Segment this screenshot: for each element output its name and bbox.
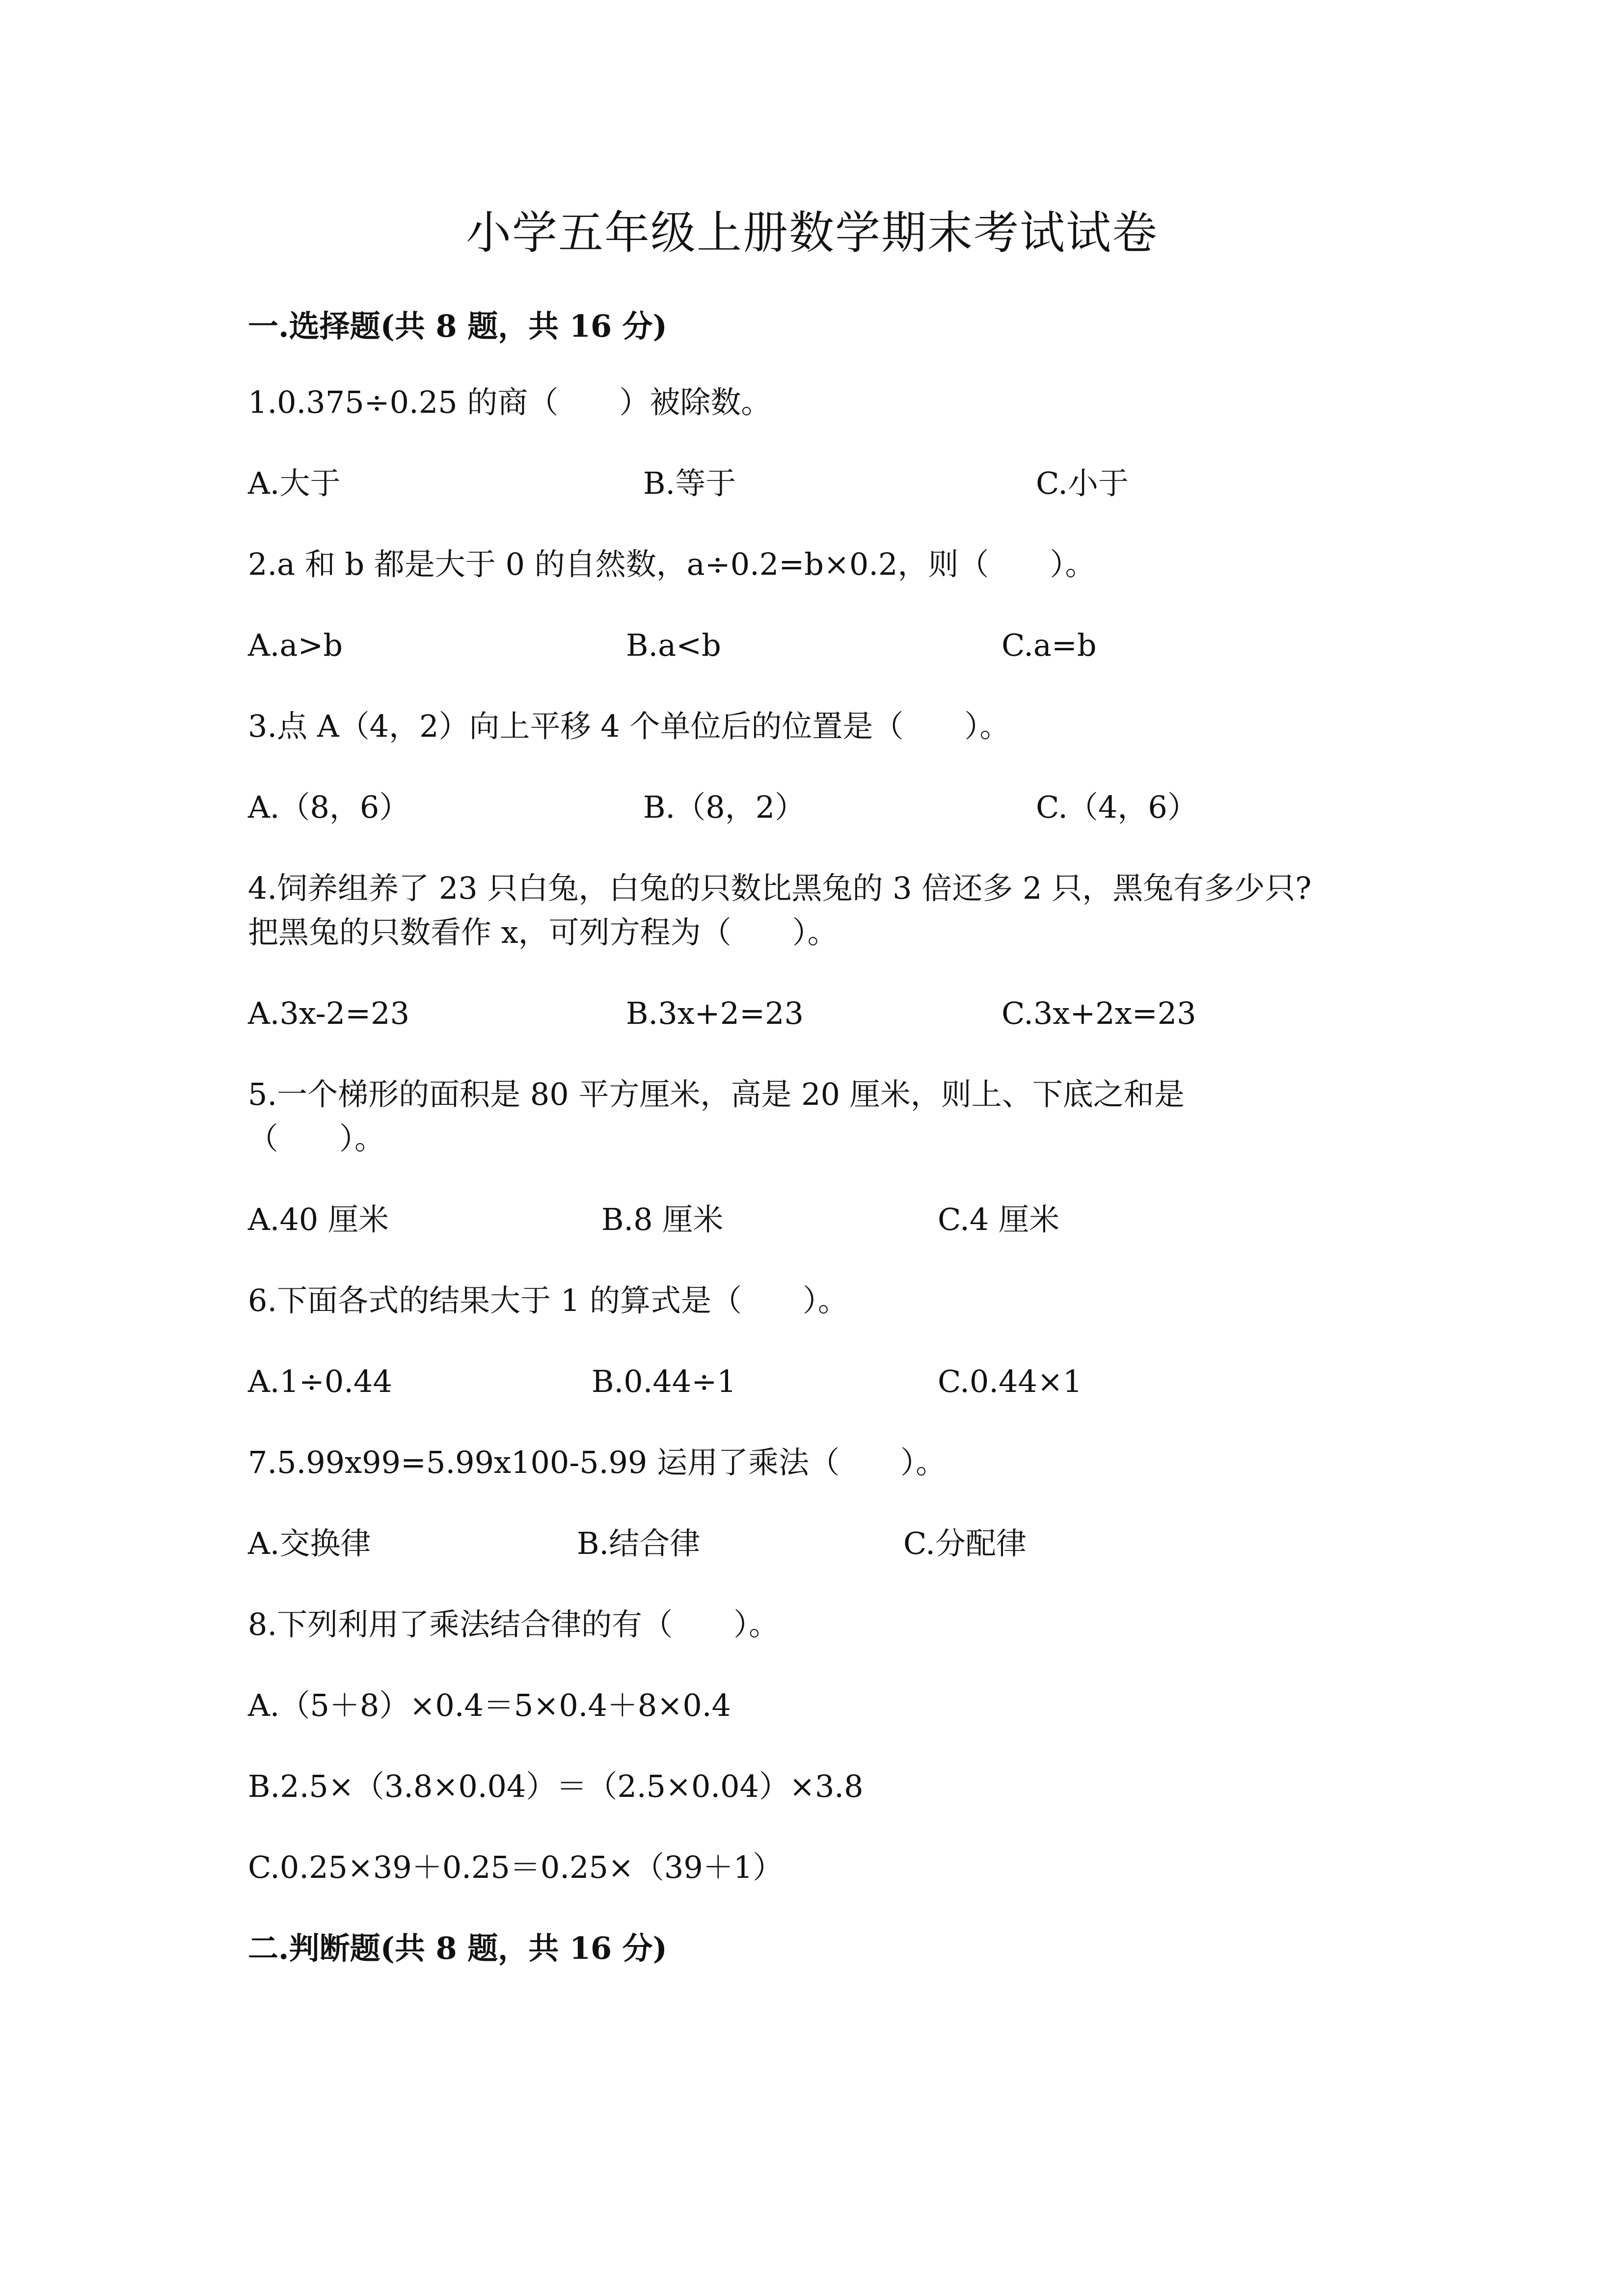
question-5-option-a[interactable]: A.40 厘米 — [248, 1201, 389, 1237]
question-6-option-b[interactable]: B.0.44÷1 — [592, 1363, 736, 1399]
question-4-text-line-1: 4.饲养组养了 23 只白兔，白兔的只数比黑兔的 3 倍还多 2 只，黑兔有多少只? — [248, 870, 1312, 906]
question-8-option-a[interactable]: A.（5＋8）×0.4＝5×0.4＋8×0.4 — [248, 1687, 731, 1723]
question-7-option-b[interactable]: B.结合律 — [577, 1525, 701, 1561]
question-1-option-c[interactable]: C.小于 — [1036, 465, 1129, 501]
question-6-text: 6.下面各式的结果大于 1 的算式是（ ）。 — [248, 1282, 849, 1318]
question-3-text: 3.点 A（4，2）向上平移 4 个单位后的位置是（ ）。 — [248, 708, 1010, 744]
section-heading-multiple-choice: 一.选择题(共 8 题，共 16 分) — [248, 308, 668, 344]
question-5-option-c[interactable]: C.4 厘米 — [938, 1201, 1060, 1237]
question-6-option-c[interactable]: C.0.44×1 — [938, 1363, 1083, 1399]
question-3-option-a[interactable]: A.（8，6） — [248, 789, 410, 825]
question-8-text: 8.下列利用了乘法结合律的有（ ）。 — [248, 1606, 780, 1642]
question-4-option-b[interactable]: B.3x+2=23 — [626, 995, 804, 1031]
question-2-text: 2.a 和 b 都是大于 0 的自然数，a÷0.2=b×0.2，则（ ）。 — [248, 546, 1096, 582]
question-4-option-c[interactable]: C.3x+2x=23 — [1001, 995, 1196, 1031]
question-5-text-line-2: （ ）。 — [248, 1121, 385, 1156]
question-7-option-a[interactable]: A.交换律 — [248, 1525, 371, 1561]
question-2-option-b[interactable]: B.a<b — [626, 627, 721, 663]
question-1-option-a[interactable]: A.大于 — [248, 465, 341, 501]
question-7-text: 7.5.99x99=5.99x100-5.99 运用了乘法（ ）。 — [248, 1444, 947, 1480]
question-6-option-a[interactable]: A.1÷0.44 — [248, 1363, 392, 1399]
question-5-text-line-1: 5.一个梯形的面积是 80 平方厘米，高是 20 厘米，则上、下底之和是 — [248, 1076, 1185, 1112]
question-3-option-b[interactable]: B.（8，2） — [643, 789, 806, 825]
question-1-text: 1.0.375÷0.25 的商（ ）被除数。 — [248, 384, 772, 420]
question-4-text-line-2: 把黑兔的只数看作 x，可列方程为（ ）。 — [248, 914, 838, 950]
question-3-option-c[interactable]: C.（4，6） — [1036, 789, 1198, 825]
question-2-option-c[interactable]: C.a=b — [1001, 627, 1097, 663]
question-1-option-b[interactable]: B.等于 — [643, 465, 736, 501]
section-heading-true-false: 二.判断题(共 8 题，共 16 分) — [248, 1930, 668, 1966]
question-8-option-b[interactable]: B.2.5×（3.8×0.04）＝（2.5×0.04）×3.8 — [248, 1768, 864, 1804]
question-7-option-c[interactable]: C.分配律 — [903, 1525, 1027, 1561]
question-5-option-b[interactable]: B.8 厘米 — [601, 1201, 724, 1237]
question-4-option-a[interactable]: A.3x-2=23 — [248, 995, 410, 1031]
exam-title: 小学五年级上册数学期末考试试卷 — [465, 207, 1158, 259]
question-8-option-c[interactable]: C.0.25×39＋0.25＝0.25×（39＋1） — [248, 1849, 784, 1885]
question-2-option-a[interactable]: A.a>b — [248, 627, 343, 663]
